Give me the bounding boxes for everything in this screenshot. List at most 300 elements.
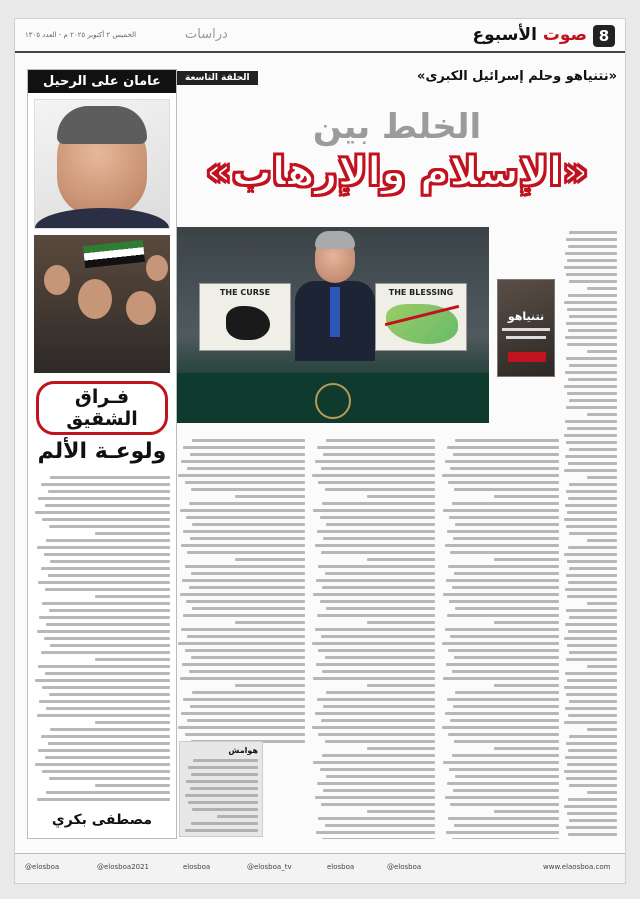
text-line: [322, 502, 435, 505]
social-handle: @elosboa: [387, 863, 422, 871]
text-line: [567, 392, 617, 395]
text-line: [448, 649, 559, 652]
text-line: [312, 474, 435, 477]
text-line: [95, 532, 170, 535]
text-line: [494, 810, 559, 813]
text-line: [315, 460, 435, 463]
book-cover: [497, 279, 555, 377]
text-line: [46, 791, 170, 794]
text-line: [181, 460, 305, 463]
text-line: [178, 726, 305, 729]
text-line: [180, 509, 305, 512]
text-line: [323, 453, 435, 456]
text-line: [217, 815, 258, 818]
text-line: [185, 794, 258, 797]
text-line: [46, 707, 170, 710]
text-line: [49, 525, 170, 528]
text-line: [447, 698, 559, 701]
text-line: [192, 607, 305, 610]
text-line: [494, 684, 559, 687]
speaker-hair: [315, 231, 355, 249]
part-label: الحلقة التاسعة: [177, 71, 258, 85]
book-band: [508, 352, 546, 362]
text-line: [454, 656, 559, 659]
book-subtitle-line: [506, 336, 546, 339]
text-line: [313, 677, 435, 680]
text-line: [367, 684, 435, 687]
text-line: [321, 467, 435, 470]
text-line: [448, 733, 559, 736]
text-line: [315, 628, 435, 631]
text-line: [325, 488, 435, 491]
text-line: [189, 670, 305, 673]
text-line: [566, 238, 617, 241]
text-line: [38, 581, 170, 584]
text-line: [587, 287, 617, 290]
text-line: [569, 231, 617, 234]
person-face: [78, 279, 112, 319]
text-line: [37, 546, 170, 549]
text-line: [313, 593, 435, 596]
text-line: [565, 336, 617, 339]
person-face: [126, 291, 156, 325]
text-line: [326, 775, 435, 778]
text-line: [316, 663, 435, 666]
website-url: www.elaosboa.com: [543, 863, 611, 871]
text-line: [587, 413, 617, 416]
text-line: [49, 693, 170, 696]
text-line: [95, 595, 170, 598]
dark-map-icon: [226, 306, 270, 340]
text-line: [191, 488, 305, 491]
text-line: [316, 579, 435, 582]
text-line: [186, 600, 305, 603]
text-line: [494, 558, 559, 561]
body-column-1: [441, 435, 559, 839]
un-speech-photo: [177, 227, 489, 423]
text-line: [185, 829, 258, 832]
text-line: [48, 574, 170, 577]
curse-map-card: [199, 283, 291, 351]
text-line: [50, 644, 170, 647]
blessing-map-card: [375, 283, 467, 351]
page-number: 8: [593, 25, 615, 47]
text-line: [41, 651, 170, 654]
text-line: [318, 817, 435, 820]
page-header: [15, 19, 625, 53]
text-line: [188, 801, 258, 804]
text-line: [178, 642, 305, 645]
text-line: [39, 700, 170, 703]
text-line: [189, 502, 305, 505]
text-line: [235, 684, 305, 687]
text-line: [569, 399, 617, 402]
text-line: [446, 663, 559, 666]
text-line: [450, 635, 559, 638]
text-line: [445, 460, 559, 463]
text-line: [568, 378, 617, 381]
text-line: [569, 364, 617, 367]
text-line: [449, 516, 559, 519]
text-line: [322, 586, 435, 589]
text-line: [318, 565, 435, 568]
text-line: [566, 322, 617, 325]
text-line: [455, 775, 559, 778]
text-line: [187, 551, 305, 554]
text-line: [569, 280, 617, 283]
text-line: [95, 658, 170, 661]
text-line: [183, 530, 305, 533]
text-line: [192, 523, 305, 526]
text-line: [37, 798, 170, 801]
text-line: [321, 719, 435, 722]
text-line: [313, 761, 435, 764]
text-line: [587, 350, 617, 353]
text-line: [452, 838, 559, 839]
column-body-text: [34, 472, 170, 802]
text-line: [187, 719, 305, 722]
text-line: [567, 427, 617, 430]
text-line: [442, 474, 559, 477]
banner-line-2: ولوعـة الألم: [37, 439, 167, 464]
author-portrait: [34, 99, 170, 229]
book-title: نتنياهو: [507, 310, 545, 323]
dateline: الخميس ٢ أكتوبر ٢٠٢٥ م - العدد ١٣٠٥: [25, 31, 137, 39]
text-line: [322, 754, 435, 757]
text-line: [185, 481, 305, 484]
text-line: [566, 406, 617, 409]
text-line: [567, 343, 617, 346]
text-line: [367, 558, 435, 561]
text-line: [49, 609, 170, 612]
text-line: [181, 544, 305, 547]
text-line: [446, 579, 559, 582]
text-line: [46, 539, 170, 542]
text-line: [450, 467, 559, 470]
text-line: [494, 747, 559, 750]
text-line: [42, 602, 170, 605]
text-line: [45, 588, 170, 591]
text-line: [191, 572, 305, 575]
text-line: [182, 663, 305, 666]
text-line: [453, 789, 559, 792]
text-line: [565, 420, 617, 423]
text-line: [453, 705, 559, 708]
text-line: [323, 789, 435, 792]
text-line: [37, 630, 170, 633]
author-signature: مصطفى بكري: [51, 812, 153, 828]
text-line: [323, 705, 435, 708]
main-article: [177, 69, 617, 839]
text-line: [316, 831, 435, 834]
text-line: [446, 831, 559, 834]
text-line: [41, 735, 170, 738]
text-line: [312, 726, 435, 729]
text-line: [564, 266, 617, 269]
text-line: [317, 782, 435, 785]
book-subtitle-line: [502, 328, 550, 331]
text-line: [44, 553, 170, 556]
text-line: [325, 740, 435, 743]
flag-icon: [83, 240, 145, 268]
social-handle: elosboa: [327, 863, 355, 871]
section-name: دراسات: [185, 27, 228, 42]
text-line: [450, 551, 559, 554]
text-line: [494, 495, 559, 498]
text-line: [326, 607, 435, 610]
text-line: [448, 565, 559, 568]
text-line: [44, 637, 170, 640]
text-line: [41, 483, 170, 486]
brand-prefix: صوت: [542, 25, 587, 45]
text-line: [45, 672, 170, 675]
portrait-suit: [35, 208, 169, 229]
text-line: [37, 714, 170, 717]
text-line: [564, 301, 617, 304]
text-line: [35, 679, 170, 682]
text-line: [325, 824, 435, 827]
text-line: [367, 621, 435, 624]
text-line: [564, 385, 617, 388]
text-line: [445, 544, 559, 547]
newspaper-page: [14, 18, 626, 884]
brand-name: الأسبوع: [472, 25, 537, 45]
text-line: [442, 642, 559, 645]
banner-line-1: فـراق الشقيق: [36, 381, 168, 435]
text-line: [190, 537, 305, 540]
text-line: [367, 495, 435, 498]
text-line: [452, 670, 559, 673]
text-line: [447, 530, 559, 533]
text-line: [315, 544, 435, 547]
speaker-tie: [330, 287, 340, 337]
text-line: [452, 502, 559, 505]
text-line: [447, 614, 559, 617]
portrait-hair: [57, 106, 147, 144]
text-line: [192, 691, 305, 694]
sidebar-column: [27, 69, 177, 839]
text-line: [186, 516, 305, 519]
text-line: [455, 691, 559, 694]
un-emblem-icon: [315, 383, 351, 419]
page-footer: [15, 853, 625, 883]
text-line: [183, 614, 305, 617]
column-banner: [36, 381, 168, 464]
text-line: [445, 796, 559, 799]
text-line: [187, 635, 305, 638]
column-title: عامان على الرحيل: [28, 70, 176, 93]
text-line: [325, 572, 435, 575]
text-line: [48, 490, 170, 493]
text-line: [566, 357, 617, 360]
text-line: [42, 518, 170, 521]
social-handle: elosboa: [183, 863, 211, 871]
text-line: [192, 439, 305, 442]
text-line: [189, 586, 305, 589]
text-line: [568, 329, 617, 332]
text-line: [453, 453, 559, 456]
text-line: [193, 759, 258, 762]
text-line: [449, 768, 559, 771]
text-line: [452, 754, 559, 757]
text-line: [185, 565, 305, 568]
text-line: [185, 733, 305, 736]
references-box: [179, 741, 263, 837]
text-line: [49, 777, 170, 780]
text-line: [318, 649, 435, 652]
text-line: [45, 504, 170, 507]
newspaper-logo: [472, 25, 587, 45]
text-line: [452, 586, 559, 589]
text-line: [183, 698, 305, 701]
text-line: [322, 838, 435, 839]
article-kicker: «نتنياهو وحلم إسرائيل الكبرى»: [417, 69, 617, 84]
headline-main: «الإسلام والإرهاب»: [205, 149, 589, 195]
text-line: [50, 728, 170, 731]
text-line: [453, 537, 559, 540]
text-line: [326, 691, 435, 694]
text-line: [50, 476, 170, 479]
text-line: [445, 712, 559, 715]
text-line: [235, 558, 305, 561]
text-line: [188, 766, 258, 769]
text-line: [35, 763, 170, 766]
curse-caption: THE CURSE: [219, 288, 271, 297]
text-line: [367, 810, 435, 813]
text-line: [443, 761, 559, 764]
text-line: [567, 259, 617, 262]
text-line: [190, 787, 258, 790]
references-title: هوامش: [228, 746, 258, 755]
text-line: [95, 721, 170, 724]
text-line: [235, 495, 305, 498]
text-line: [48, 742, 170, 745]
text-line: [367, 747, 435, 750]
text-line: [565, 252, 617, 255]
social-handle: @elosboa: [25, 863, 60, 871]
text-line: [454, 740, 559, 743]
text-line: [566, 273, 617, 276]
person-face: [44, 265, 70, 295]
text-line: [38, 497, 170, 500]
text-line: [326, 439, 435, 442]
un-podium: [177, 373, 489, 423]
text-line: [191, 822, 258, 825]
text-line: [186, 780, 258, 783]
text-line: [568, 294, 617, 297]
text-line: [569, 315, 617, 318]
text-line: [450, 719, 559, 722]
text-line: [35, 511, 170, 514]
text-line: [46, 623, 170, 626]
text-line: [45, 756, 170, 759]
text-line: [450, 803, 559, 806]
text-line: [191, 773, 258, 776]
text-line: [183, 446, 305, 449]
text-line: [447, 782, 559, 785]
text-line: [39, 616, 170, 619]
text-line: [38, 665, 170, 668]
text-line: [41, 567, 170, 570]
body-column-2: [311, 435, 435, 839]
text-line: [494, 621, 559, 624]
text-line: [317, 698, 435, 701]
text-line: [321, 551, 435, 554]
text-line: [443, 509, 559, 512]
text-line: [315, 712, 435, 715]
person-face: [146, 255, 168, 281]
text-line: [442, 726, 559, 729]
text-line: [38, 749, 170, 752]
text-line: [454, 572, 559, 575]
text-line: [313, 509, 435, 512]
text-line: [449, 600, 559, 603]
text-line: [181, 712, 305, 715]
text-line: [317, 614, 435, 617]
social-handle: @elosboa_tv: [247, 863, 292, 871]
text-line: [42, 770, 170, 773]
text-line: [447, 446, 559, 449]
text-line: [323, 537, 435, 540]
text-line: [235, 621, 305, 624]
text-line: [454, 824, 559, 827]
references-text: [184, 759, 258, 832]
text-line: [318, 481, 435, 484]
text-line: [317, 530, 435, 533]
headline-top: الخلط بين: [312, 107, 482, 147]
text-line: [315, 796, 435, 799]
text-line: [567, 308, 617, 311]
text-line: [320, 768, 435, 771]
text-line: [445, 628, 559, 631]
text-line: [187, 467, 305, 470]
kicker-row: [177, 69, 617, 89]
text-line: [322, 670, 435, 673]
text-line: [448, 481, 559, 484]
text-line: [443, 593, 559, 596]
text-line: [50, 560, 170, 563]
text-line: [317, 446, 435, 449]
text-line: [185, 649, 305, 652]
text-line: [318, 733, 435, 736]
text-line: [321, 635, 435, 638]
body-columns: [177, 435, 617, 839]
text-line: [320, 516, 435, 519]
text-line: [565, 371, 617, 374]
text-line: [180, 593, 305, 596]
text-line: [321, 803, 435, 806]
text-line: [190, 705, 305, 708]
text-line: [178, 474, 305, 477]
text-line: [448, 817, 559, 820]
funeral-photo: [34, 235, 170, 373]
text-line: [312, 642, 435, 645]
social-handle: @elosboa2021: [97, 863, 150, 871]
text-line: [568, 245, 617, 248]
text-line: [443, 677, 559, 680]
text-line: [455, 607, 559, 610]
text-line: [181, 628, 305, 631]
blessing-caption: THE BLESSING: [388, 288, 454, 297]
text-line: [192, 808, 258, 811]
text-line: [325, 656, 435, 659]
text-line: [454, 488, 559, 491]
text-line: [191, 656, 305, 659]
text-line: [95, 784, 170, 787]
text-line: [42, 686, 170, 689]
text-line: [190, 453, 305, 456]
text-line: [455, 523, 559, 526]
